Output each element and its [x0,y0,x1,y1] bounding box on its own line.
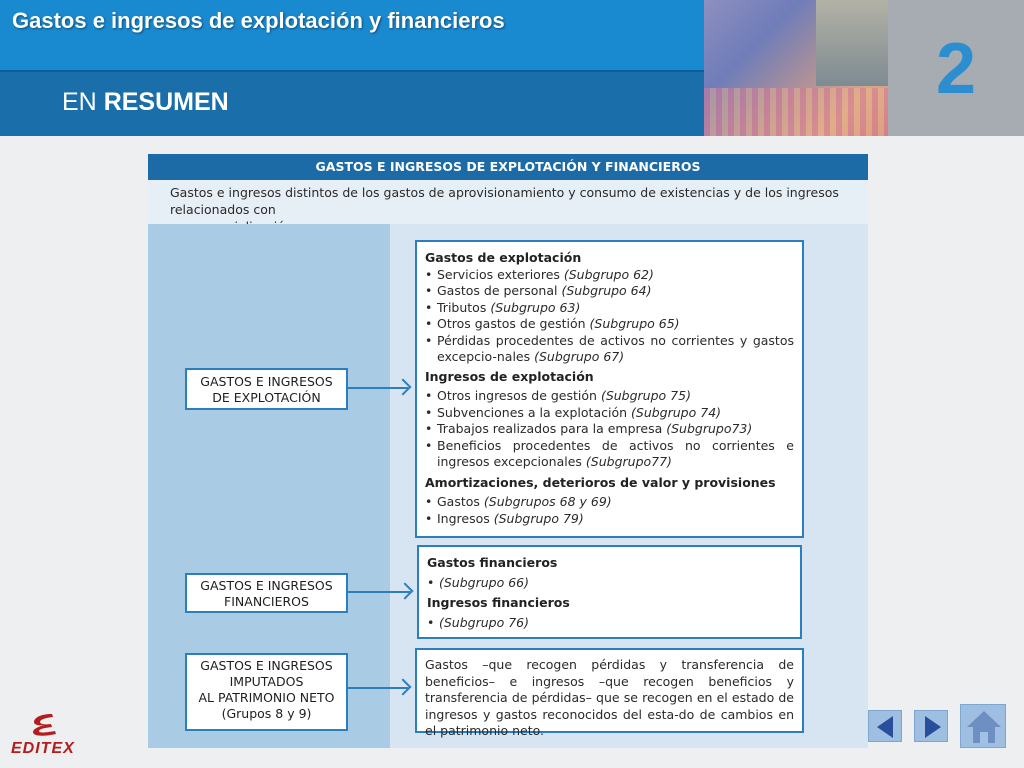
category-label: IMPUTADOS [229,674,304,689]
group-heading: Ingresos de explotación [425,368,594,384]
category-label: FINANCIEROS [224,594,309,609]
banknote-stripe [704,88,888,136]
banknote-gray [816,0,888,86]
detail-box-explotacion [415,240,804,538]
figure-title: GASTOS E INGRESOS DE EXPLOTACIÓN Y FINANCIEROS [148,154,868,180]
section-title-prefix: EN [62,88,97,116]
header-bar [0,0,704,72]
arrow-left-icon [869,711,903,743]
list-item: • Pérdidas procedentes de activos no corrientes y gastos excepcio-nales (Subgrupo 67) [425,333,794,366]
list-item: • (Subgrupo 76) [427,615,792,632]
list-item: • Otros gastos de gestión (Subgrupo 65) [425,316,794,333]
section-title [62,88,229,117]
list-item: • (Subgrupo 66) [427,575,792,592]
list-item: • Tributos (Subgrupo 63) [425,300,794,317]
category-label: GASTOS E INGRESOS [200,578,333,593]
arrow-right-icon [348,387,408,389]
next-button[interactable] [914,710,948,742]
arrow-right-icon [915,711,949,743]
summary-figure [148,154,868,748]
logo-text: EDITEX [11,740,75,757]
prev-button[interactable] [868,710,902,742]
detail-box-financieros [417,545,802,639]
group-list [425,388,794,471]
list-item: • Trabajos realizados para la empresa (Subgrupo73) [425,421,794,438]
subheader-bar [0,72,704,136]
list-item: • Gastos (Subgrupos 68 y 69) [425,494,794,511]
category-label: DE EXPLOTACIÓN [212,390,321,405]
group-heading: Amortizaciones, deterioros de valor y provisiones [425,474,776,490]
list-item: • Otros ingresos de gestión (Subgrupo 75) [425,388,794,405]
category-box-financieros [185,573,348,613]
category-label: GASTOS E INGRESOS [200,374,333,389]
section-title-rest: RESUMEN [103,88,229,116]
editex-logo [10,710,80,760]
home-icon [961,705,1007,749]
category-box-explotacion [185,368,348,410]
group-list [425,494,794,527]
arrow-right-icon [348,687,408,689]
chapter-badge [888,0,1024,136]
group-list [427,575,792,592]
editex-logo-icon [30,712,62,738]
category-box-patrimonio [185,653,348,731]
list-item: • Gastos de personal (Subgrupo 64) [425,283,794,300]
category-label: AL PATRIMONIO NETO [198,690,335,705]
figure-intro-line: Gastos e ingresos distintos de los gastos de aprovisionamiento y consumo de existencias y de los ingresos relacionados con [170,185,839,217]
list-item: • Ingresos (Subgrupo 79) [425,511,794,528]
group-list [425,267,794,366]
group-heading: Ingresos financieros [427,595,570,610]
group-heading: Gastos financieros [427,555,558,570]
group-list [427,615,792,632]
chapter-number: 2 [936,29,977,109]
page-title: Gastos e ingresos de explotación y financieros [12,8,505,33]
list-item: • Beneficios procedentes de activos no corrientes e ingresos excepcionales (Subgrupo77) [425,438,794,471]
home-button[interactable] [960,704,1006,748]
detail-box-patrimonio [415,648,804,738]
group-heading: Gastos de explotación [425,250,582,265]
figure-intro [148,180,868,224]
list-item: • Servicios exteriores (Subgrupo 62) [425,267,794,284]
detail-text: Gastos –que recogen pérdidas y transferencia de beneficios– e ingresos –que recogen beneficios y transferencia de pérdidas– que se recogen en el estado de ingresos y gastos reconocidos del esta-do de cambios en el patrimonio neto. [425,657,794,738]
category-label: (Grupos 8 y 9) [221,706,312,721]
arrow-right-icon [348,591,410,593]
list-item: • Subvenciones a la explotación (Subgrupo 74) [425,405,794,422]
category-label: GASTOS E INGRESOS [200,658,333,673]
banknotes-image [704,0,888,136]
